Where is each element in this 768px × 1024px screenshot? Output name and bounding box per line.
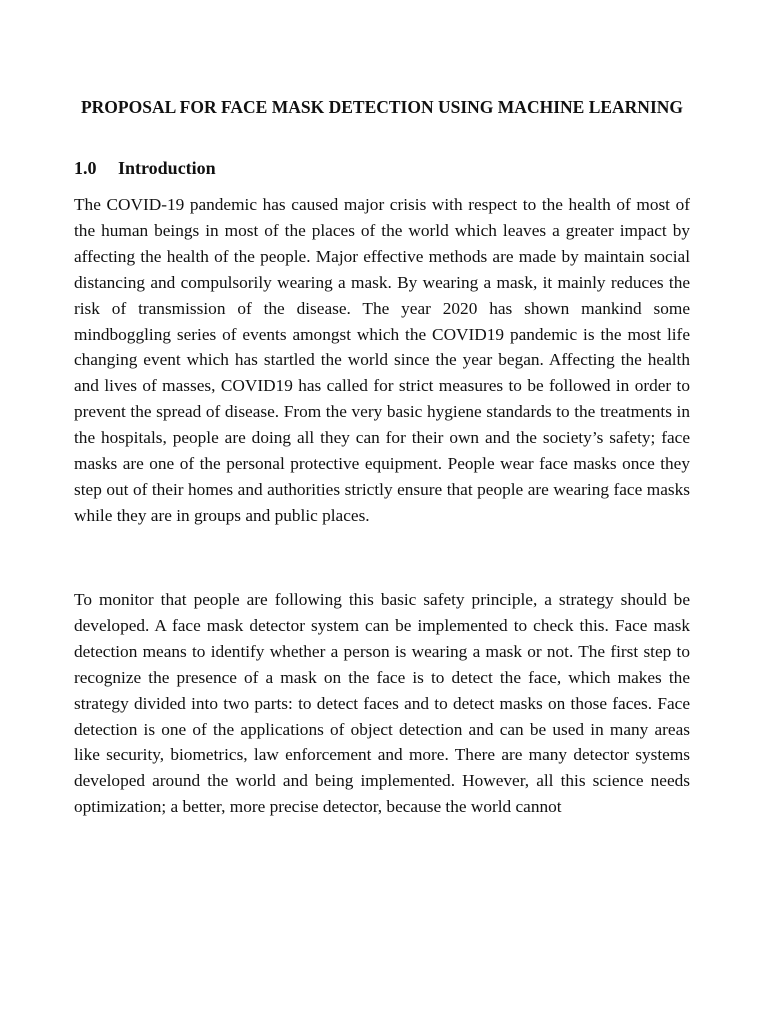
section-heading [74,156,216,180]
document-title: PROPOSAL FOR FACE MASK DETECTION USING MACHINE LEARNING [80,97,684,117]
paragraph-2: To monitor that people are following this basic safety principle, a strategy should be developed. A face mask detector system can be implemented to check this. Face mask detection means to identify whether a person is wearing a mask or not. The first step to recognize the presence of a mask on the face is to detect the face, which makes the strategy divided into two parts: to detect faces and to detect masks on those faces. Face detection is one of the applications of object detection and can be used in many areas like security, biometrics, law enforcement and more. There are many detector systems developed around the world and being implemented. However, all this science needs optimization; a better, more precise detector, because the world cannot [74,590,690,817]
section-number: 1.0 [74,158,97,178]
section-title: Introduction [118,158,216,178]
paragraph-1: The COVID-19 pandemic has caused major crisis with respect to the health of most of the human beings in most of the places of the world which leaves a greater impact by affecting the health of the people. Major effective methods are made by maintain social distancing and compulsorily wearing a mask. By wearing a mask, it mainly reduces the risk of transmission of the disease. The year 2020 has shown mankind some mindboggling series of events amongst which the COVID19 pandemic is the most life changing event which has startled the world since the year began. Affecting the health and lives of masses, COVID19 has called for strict measures to be followed in order to prevent the spread of disease. From the very basic hygiene standards to the treatments in the hospitals, people are doing all they can for their own and the society’s safety; face masks are one of the personal protective equipment. People wear face masks once they step out of their homes and authorities strictly ensure that people are wearing face masks while they are in groups and public places. [74,195,690,525]
